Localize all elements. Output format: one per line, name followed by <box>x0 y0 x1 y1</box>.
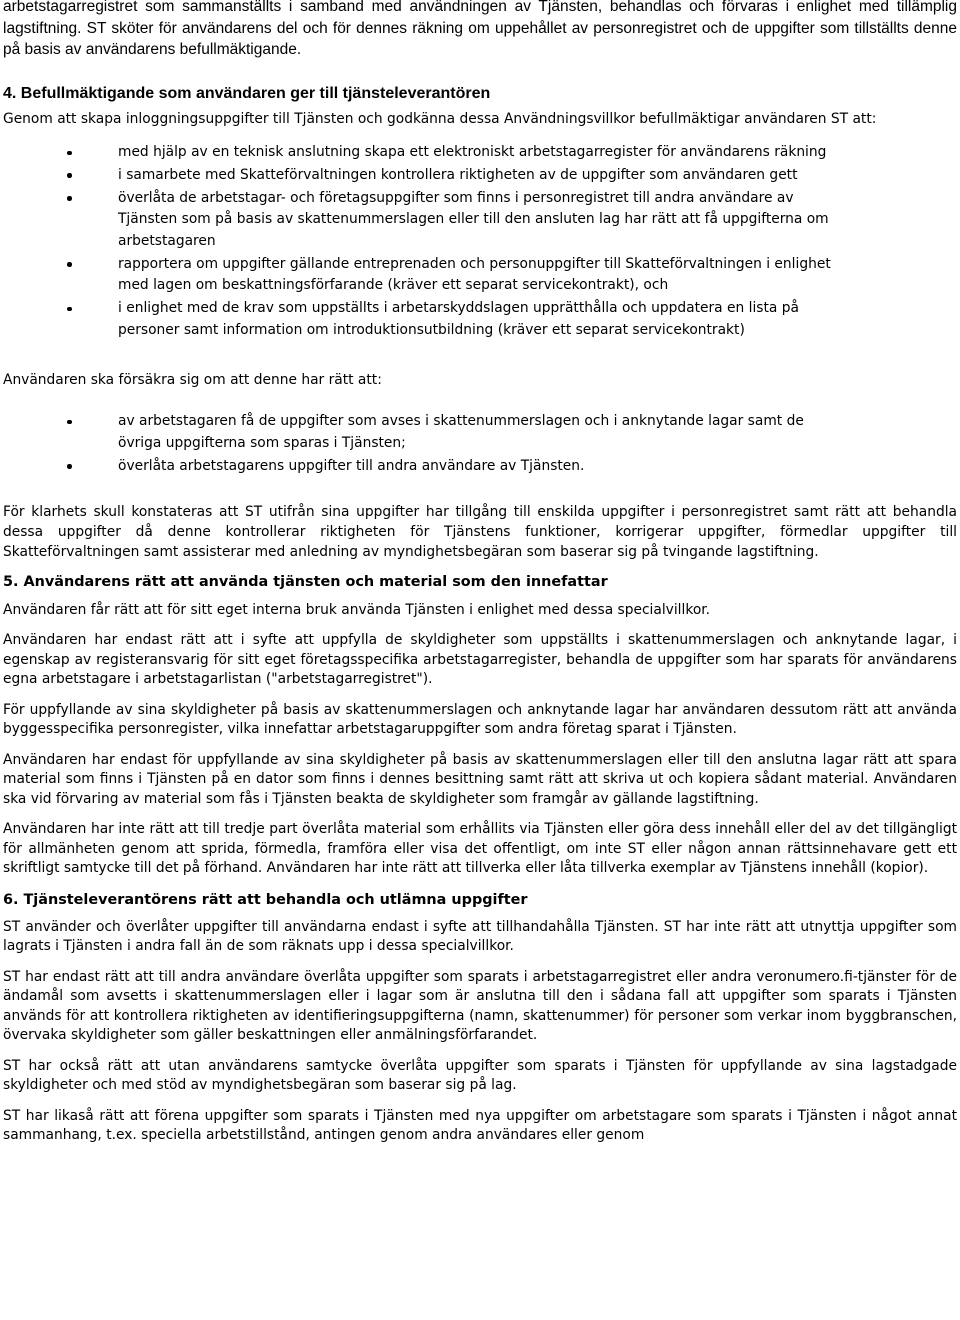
section-4-bullet-list-1 <box>3 142 957 341</box>
section-4-heading: 4. Befullmäktigande som användaren ger till tjänsteleverantören <box>3 84 491 102</box>
list-item: överlåta arbetstagarens uppgifter till andra användare av Tjänsten. <box>118 456 837 478</box>
section-4-paragraph-2: Användaren ska försäkra sig om att denne har rätt att: <box>3 371 382 388</box>
section-6-heading: 6. Tjänsteleverantörens rätt att behandla och utlämna uppgifter <box>3 891 528 908</box>
section-5-paragraph: Användaren har endast för uppfyllande av sina skyldigheter på basis av skattenummerslagen eller till den anslutna lagar rätt att spara material som finns i Tjänsten på en dator som finns i dennes besittning samt rätt att skriva ut och kopiera sådant material. Användaren ska vid förvaring av material som fås i Tjänsten beakta de skyldigheter som framgår av gällande lagstiftning. <box>3 751 957 807</box>
section-4-paragraph-3: För klarhets skull konstateras att ST utifrån sina uppgifter har tillgång till enskilda uppgifter i personregistret samt rätt att behandla dessa uppgifter då denne kontrollerar riktigheten för Tjänstens funktioner, korrigerar uppgifter, förmedlar uppgifter till Skatteförvaltningen samt assisterar med anledning av myndighetsbegäran som baserar sig på tvingande lagstiftning. <box>3 504 957 561</box>
list-item: i samarbete med Skatteförvaltningen kontrollera riktigheten av de uppgifter som användaren gett <box>118 165 837 187</box>
list-item: av arbetstagaren få de uppgifter som avses i skattenummerslagen och i anknytande lagar samt de övriga uppgifterna som sparas i Tjänsten; <box>118 411 837 454</box>
list-item: i enlighet med de krav som uppställts i arbetarskyddslagen upprätthålla och uppdatera en lista på personer samt information om introduktionsutbildning (kräver ett separat servicekontrakt) <box>118 298 837 341</box>
section-5-paragraph: För uppfyllande av sina skyldigheter på basis av skattenummerslagen och anknytande lagar har användaren dessutom rätt att använda byggesspecifika personregister, vilka innefattar arbetstagaruppgifter som andra företag sparat i Tjänsten. <box>3 701 957 738</box>
section-5-paragraph: Användaren har inte rätt att till tredje part överlåta material som erhållits via Tjänsten eller göra dess innehåll eller del av det tillgängligt för allmänheten genom att sprida, förmedla, framföra eller visa det offentligt, om inte ST eller någon annan rättsinnehavare gett ett skriftligt samtycke till det på förhand. Användaren har inte rätt att tillverka eller låta tillverka exemplar av Tjänstens innehåll (kopior). <box>3 821 957 877</box>
section-6-paragraph: ST har också rätt att utan användarens samtycke överlåta uppgifter som sparats i Tjänsten för uppfyllande av sina lagstadgade skyldigheter och med stöd av myndighetsbegäran som baserar sig på lag. <box>3 1057 957 1094</box>
section-6-paragraph: ST har likaså rätt att förena uppgifter som sparats i Tjänsten med nya uppgifter om arbetstagare som sparats i Tjänsten i något annat sammanhang, t.ex. speciella arbetstillstånd, antingen genom andra användares eller genom <box>3 1107 957 1144</box>
section-5-paragraph: Användaren har endast rätt att i syfte att uppfylla de skyldigheter som uppställts i skattenummerslagen och anknytande lagar, i egenskap av registeransvarig för sitt eget företagsspecifika arbetstagarregister, behandla de uppgifter som har sparats för användarens egna arbetstagare i arbetstagarlistan ("arbetstagarregistret"). <box>3 632 957 688</box>
section-4-paragraph-1: Genom att skapa inloggningsuppgifter till Tjänsten och godkänna dessa Användningsvillkor befullmäktigar användaren ST att: <box>3 110 877 127</box>
section-6-paragraph: ST har endast rätt att till andra användare överlåta uppgifter som sparats i arbetstagarregistret eller andra veronumero.fi-tjänster för de ändamål som avsetts i skattenummerslagen eller i lagar som är anslutna till den i sådana fall att uppgifter som sparats i Tjänsten används för att kontrollera riktigheten av identifieringsuppgifterna (namn, skattenummer) för personer som verkar inom byggbranschen, övervaka skyldigheter som gäller beskattningen eller anmälningsförfarandet. <box>3 968 957 1044</box>
section-6-paragraph: ST använder och överlåter uppgifter till användarna endast i syfte att tillhandahålla Tjänsten. ST har inte rätt att utnyttja uppgifter som lagrats i Tjänsten i andra fall än de som räknats upp i dessa specialvillkor. <box>3 918 957 955</box>
section-5-heading: 5. Användarens rätt att använda tjänsten och material som den innefattar <box>3 574 608 591</box>
list-item: rapportera om uppgifter gällande entreprenaden och personuppgifter till Skatteförvaltningen i enlighet med lagen om beskattningsförfarande (kräver ett separat servicekontrakt), och <box>118 254 837 297</box>
list-item: överlåta de arbetstagar- och företagsuppgifter som finns i personregistret till andra användare av Tjänsten som på basis av skattenummerslagen eller till den ansluten lag har rätt att få uppgifterna om arbetstagaren <box>118 188 837 253</box>
section-4-bullet-list-2 <box>3 411 957 477</box>
section-5-paragraph: Användaren får rätt att för sitt eget interna bruk använda Tjänsten i enlighet med dessa specialvillkor. <box>3 602 711 619</box>
list-item: med hjälp av en teknisk anslutning skapa ett elektroniskt arbetstagarregister för användarens räkning <box>118 142 837 164</box>
intro-paragraph: arbetstagarregistret som sammanställts i samband med användningen av Tjänsten, behandlas och förvaras i enlighet med tillämplig lagstiftning. ST sköter för användarens del och för dennes räkning om uppehållet av personregistret och de uppgifter som tillställts denne på basis av användarens befullmäktigande. <box>3 0 957 58</box>
